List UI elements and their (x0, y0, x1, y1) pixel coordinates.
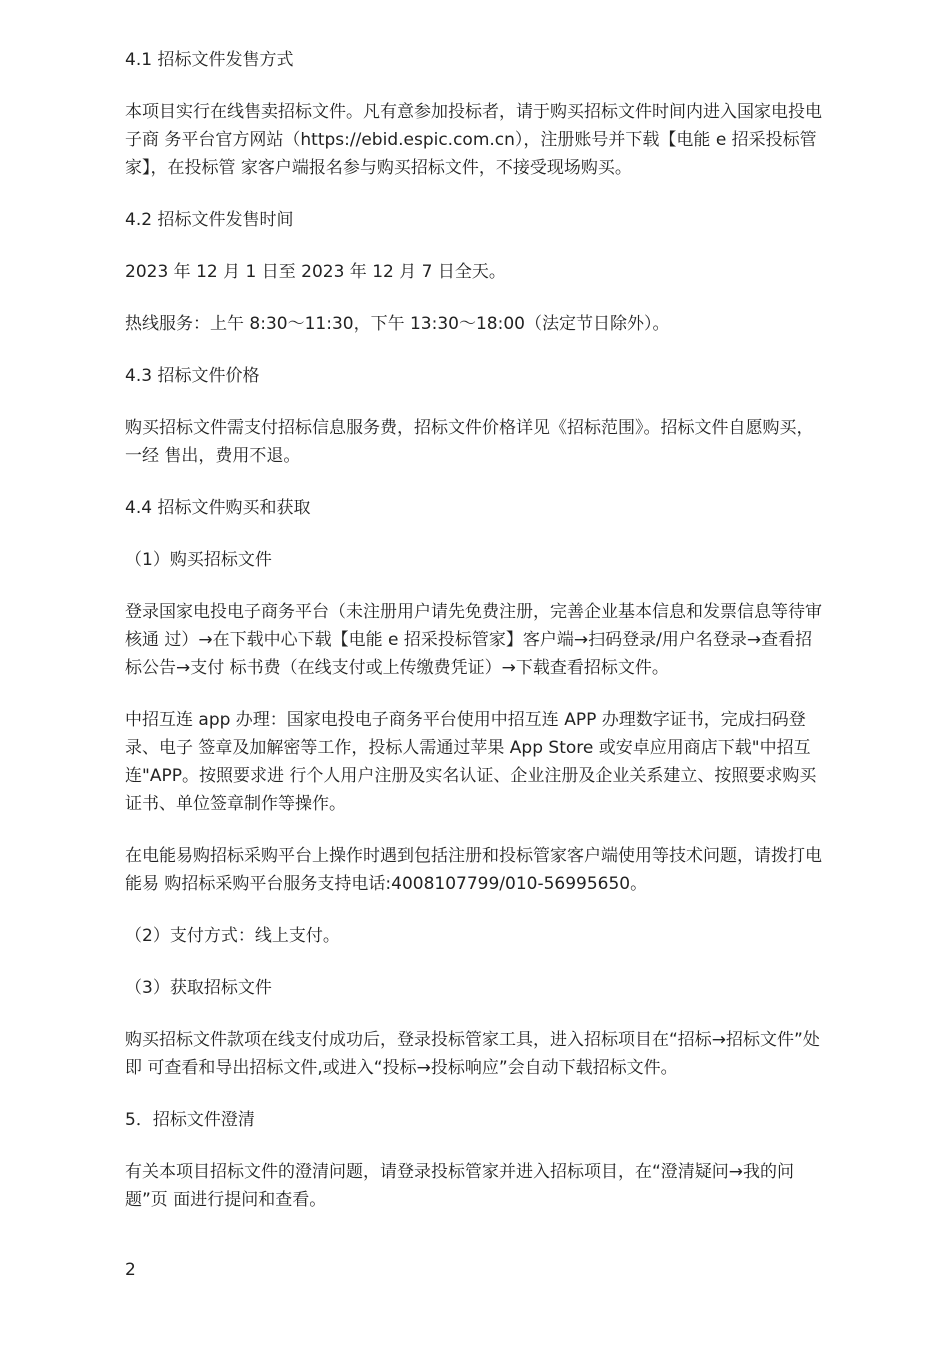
subheading-purchase: （1）购买招标文件 (125, 550, 272, 570)
paragraph-obtain: 购买招标文件款项在线支付成功后，登录投标管家工具，进入招标项目在“招标→招标文件”处即 可查看和导出招标文件,或进入“投标→投标响应”会自动下载招标文件。 (125, 1030, 820, 1078)
heading-4-1: 4.1 招标文件发售方式 (125, 50, 294, 70)
heading-5: 5．招标文件澄清 (125, 1110, 255, 1130)
subheading-obtain: （3）获取招标文件 (125, 978, 272, 998)
paragraph-price: 购买招标文件需支付招标信息服务费，招标文件价格详见《招标范围》。招标文件自愿购买，一经 售出，费用不退。 (125, 418, 814, 466)
document-body (125, 46, 827, 1238)
heading-4-2: 4.2 招标文件发售时间 (125, 210, 294, 230)
paragraph-login-steps: 登录国家电投电子商务平台（未注册用户请先免费注册，完善企业基本信息和发票信息等待审核通 过）→在下载中心下载【电能 e 招采投标管家】客户端→扫码登录/用户名登录→查看招标公告→支付 标书费（在线支付或上传缴费凭证）→下载查看招标文件。 (125, 602, 822, 678)
page-number: 2 (125, 1260, 136, 1280)
heading-4-4: 4.4 招标文件购买和获取 (125, 498, 311, 518)
heading-4-3: 4.3 招标文件价格 (125, 366, 260, 386)
paragraph-support: 在电能易购招标采购平台上操作时遇到包括注册和投标管家客户端使用等技术问题，请拨打电能易 购招标采购平台服务支持电话:4008107799/010-56995650。 (125, 846, 822, 894)
paragraph-sale-method: 本项目实行在线售卖招标文件。凡有意参加投标者，请于购买招标文件时间内进入国家电投电子商 务平台官方网站（https://ebid.espic.com.cn），注册账号并下载【电能 e 招采投标管家】，在投标管 家客户端报名参与购买招标文件，不接受现场购买。 (125, 102, 822, 178)
subheading-payment: （2）支付方式：线上支付。 (125, 926, 340, 946)
paragraph-app: 中招互连 app 办理：国家电投电子商务平台使用中招互连 APP 办理数字证书，完成扫码登录、电子 签章及加解密等工作，投标人需通过苹果 App Store 或安卓应用商店下载"中招互连"APP。按照要求进 行个人用户注册及实名认证、企业注册及企业关系建立、按照要求购买证书、单位签章制作等操作。 (125, 710, 817, 814)
paragraph-hotline: 热线服务：上午 8:30～11:30，下午 13:30～18:00（法定节日除外）。 (125, 314, 670, 334)
paragraph-sale-date: 2023 年 12 月 1 日至 2023 年 12 月 7 日全天。 (125, 262, 506, 282)
paragraph-clarification: 有关本项目招标文件的澄清问题，请登录投标管家并进入招标项目，在“澄清疑问→我的问题”页 面进行提问和查看。 (125, 1162, 795, 1210)
